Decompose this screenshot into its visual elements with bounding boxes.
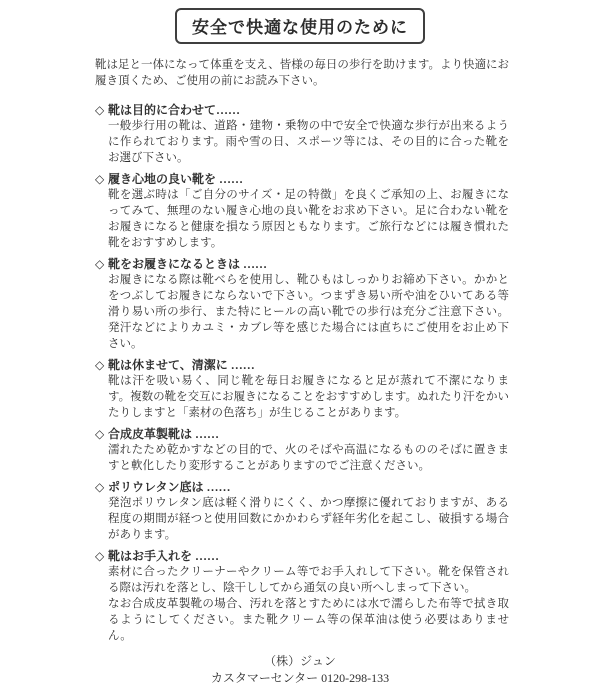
section-heading-row — [95, 102, 509, 118]
section-wearing — [95, 256, 509, 352]
section-heading-row — [95, 171, 509, 187]
section-body: 濡れたため乾かすなどの目的で、火のそばや高温になるもののそばに置きますと軟化したり変形することがありますのでご注意ください。 — [108, 444, 509, 472]
section-body: 素材に合ったクリーナーやクリーム等でお手入れして下さい。靴を保管される際は汚れを落とし、陰干ししてから通気の良い所へしまって下さい。 — [108, 566, 509, 594]
diamond-icon: ◇ — [95, 358, 105, 372]
section-body: 靴を選ぶ時は「ご自分のサイズ・足の特徴」を良くご承知の上、お履きになってみて、無理のない履き心地の良い靴をお求め下さい。足に合わない靴をお履きになると健康を損なう原因ともなります。ご旅行などには履き慣れた靴をおすすめします。 — [108, 189, 509, 249]
section-body: 発泡ポリウレタン底は軽く滑りにくく、かつ摩擦に優れておりますが、ある程度の期間が経つと使用回数にかかわらず経年劣化を起こし、破損する場合があります。 — [108, 497, 509, 541]
section-rest-clean — [95, 357, 509, 421]
diamond-icon: ◇ — [95, 480, 105, 494]
diamond-icon: ◇ — [95, 103, 105, 117]
section-comfort — [95, 171, 509, 251]
diamond-icon: ◇ — [95, 549, 105, 563]
footer-customer-center: カスタマーセンター 0120-298-133 — [210, 671, 390, 685]
diamond-icon: ◇ — [95, 427, 105, 441]
section-purpose — [95, 102, 509, 166]
document-content — [95, 57, 509, 644]
footer — [0, 653, 600, 687]
section-body: お履きになる際は靴べらを使用し、靴ひもはしっかりお締め下さい。かかとをつぶしてお履きにならないで下さい。つまずき易い所や油をひいてある等滑り易い所の歩行、また特にヒールの高い靴での歩行は充分ご注意下さい。発汗などによりカユミ・カブレ等を感じた場合には直ちにご使用をお止め下さい。 — [108, 274, 509, 350]
section-body: 靴は汗を吸い易く、同じ靴を毎日お履きになると足が蒸れて不潔になります。複数の靴を交互にお履きになることをおすすめします。ぬれたり汗をかいたりしますと「素材の色落ち」が生じることがあります。 — [108, 375, 509, 419]
section-heading-row — [95, 426, 509, 442]
section-heading: 靴は休ませて、清潔に …… — [108, 358, 255, 372]
section-heading: 靴をお履きになるときは …… — [108, 257, 268, 271]
section-synthetic-leather — [95, 426, 509, 474]
intro-paragraph: 靴は足と一体になって体重を支え、皆様の毎日の歩行を助けます。より快適にお履き頂くため、ご使用の前にお読み下さい。 — [95, 59, 509, 87]
section-heading: ポリウレタン底は …… — [108, 480, 231, 494]
diamond-icon: ◇ — [95, 172, 105, 186]
section-heading-row — [95, 548, 509, 564]
section-body: なお合成皮革製靴の場合、汚れを落とすためには水で濡らした布等で拭き取るようにしてください。また靴クリーム等の保革油は使う必要はありません。 — [108, 598, 509, 642]
section-heading: 合成皮革製靴は …… — [108, 427, 220, 441]
section-care — [95, 548, 509, 644]
diamond-icon: ◇ — [95, 257, 105, 271]
section-heading: 靴はお手入れを …… — [108, 549, 220, 563]
footer-company: （株）ジュン — [264, 654, 336, 668]
section-heading-row — [95, 479, 509, 495]
section-heading-row — [95, 256, 509, 272]
section-heading-row — [95, 357, 509, 373]
section-heading: 履き心地の良い靴を …… — [108, 172, 244, 186]
title-row — [0, 8, 600, 44]
section-polyurethane-sole — [95, 479, 509, 543]
section-heading: 靴は目的に合わせて…… — [108, 103, 241, 117]
page-title: 安全で快適な使用のために — [175, 8, 425, 44]
section-body: 一般歩行用の靴は、道路・建物・乗物の中で安全で快適な歩行が出来るように作られております。雨や雪の日、スポーツ等には、その目的に合った靴をお選び下さい。 — [108, 120, 509, 164]
